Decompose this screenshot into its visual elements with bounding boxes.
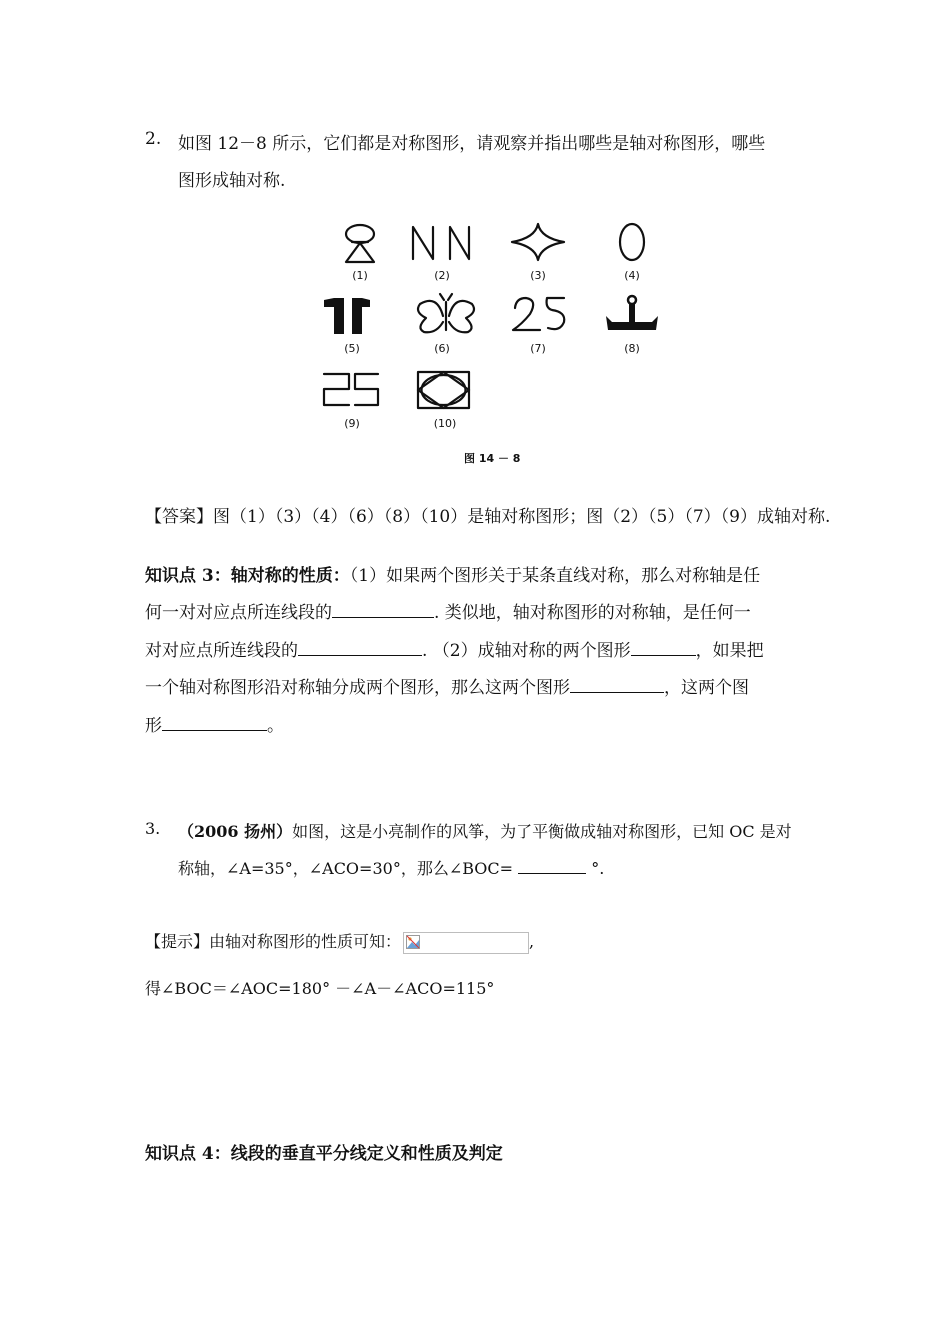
mirrored-25-block-icon xyxy=(324,374,378,405)
kp3-line-5 xyxy=(145,711,284,736)
kp3-line-3-pre: 对对应点所连线段的 xyxy=(145,641,298,661)
hint-comma: , xyxy=(529,932,535,951)
question-2-number: 2. xyxy=(145,129,162,149)
kp3-line-3 xyxy=(145,636,764,661)
kp3-line-1 xyxy=(145,561,760,586)
question-3-line-2-pre: 称轴，∠A=35°，∠ACO=30°，那么∠BOC= xyxy=(178,859,514,878)
kp3-line-3-post: ，如果把 xyxy=(695,641,764,661)
kp3-line-3-mid: . （2）成轴对称的两个图形 xyxy=(422,641,631,661)
figure-label-5: (5) xyxy=(344,342,360,355)
question-3-line-1 xyxy=(178,819,792,842)
question-3-line-1-text: 如图，这是小亮制作的风筝，为了平衡做成轴对称图形，已知 OC 是对 xyxy=(292,822,792,841)
kp3-line-1-text: （1）如果两个图形关于某条直线对称，那么对称轴是任 xyxy=(349,566,761,586)
question-2-text-line-2: 图形成轴对称. xyxy=(178,171,286,191)
oval-icon xyxy=(620,224,644,260)
figure-on-triangle-icon xyxy=(346,225,374,262)
kp3-blank-1[interactable] xyxy=(332,603,434,618)
butterfly-icon xyxy=(418,294,474,332)
mirrored-25-curved-icon xyxy=(513,298,564,330)
figure-label-8: (8) xyxy=(624,342,640,355)
kp3-line-4-post: ，这两个图 xyxy=(664,678,749,698)
question-3-line-2 xyxy=(178,856,604,879)
figure-label-6: (6) xyxy=(434,342,450,355)
figure-caption: 图 14 － 8 xyxy=(464,452,521,465)
four-point-star-icon xyxy=(512,224,564,260)
kp3-line-4-pre: 一个轴对称图形沿对称轴分成两个图形，那么这两个图形 xyxy=(145,678,570,698)
question-3-line-2-post: °. xyxy=(591,859,605,878)
hint-line xyxy=(145,929,534,954)
question-3-source: （2006 扬州） xyxy=(178,822,293,841)
kp3-title: 知识点 3：轴对称的性质： xyxy=(145,566,350,586)
mirrored-11-icon xyxy=(324,298,370,334)
kp4-title: 知识点 4：线段的垂直平分线定义和性质及判定 xyxy=(145,1144,503,1164)
kp3-line-4 xyxy=(145,673,749,698)
question-3-blank[interactable] xyxy=(518,859,586,874)
question-2-text-line-1: 如图 12－8 所示，它们都是对称图形，请观察并指出哪些是轴对称图形，哪些 xyxy=(178,134,766,154)
symmetry-figure-drawing xyxy=(312,212,674,474)
kp3-line-5-post: 。 xyxy=(267,716,284,736)
hint-text: 【提示】由轴对称图形的性质可知： xyxy=(145,932,402,951)
kp3-line-2-post: . 类似地，轴对称图形的对称轴，是任何一 xyxy=(434,603,751,623)
figure-label-9: (9) xyxy=(344,417,360,430)
kp3-blank-2[interactable] xyxy=(298,641,422,656)
figure-label-1: (1) xyxy=(352,269,368,282)
kp3-blank-5[interactable] xyxy=(162,716,267,731)
kp3-line-2-pre: 何一对对应点所连线段的 xyxy=(145,603,332,623)
figure-label-10: (10) xyxy=(433,417,457,430)
kp3-blank-4[interactable] xyxy=(570,678,664,693)
symmetry-figure xyxy=(312,212,674,474)
question-3-number: 3. xyxy=(145,819,161,838)
answer-text: 【答案】图（1）（3）（4）（6）（8）（10）是轴对称图形；图（2）（5）（7）（9）成轴对称. xyxy=(145,507,831,527)
figure-label-2: (2) xyxy=(434,269,450,282)
ellipse-in-rectangle-icon xyxy=(418,372,469,408)
kp3-blank-3[interactable] xyxy=(631,641,696,656)
figure-label-7: (7) xyxy=(530,342,546,355)
broken-image-icon xyxy=(403,932,529,954)
figure-label-3: (3) xyxy=(530,269,546,282)
ИN-letters-icon xyxy=(413,227,469,259)
hint-result: 得∠BOC＝∠AOC=180° －∠A－∠ACO=115° xyxy=(145,979,495,998)
figure-label-4: (4) xyxy=(624,269,640,282)
anchor-icon xyxy=(606,296,658,330)
kp3-line-2 xyxy=(145,598,751,623)
kp3-line-5-pre: 形 xyxy=(145,716,162,736)
